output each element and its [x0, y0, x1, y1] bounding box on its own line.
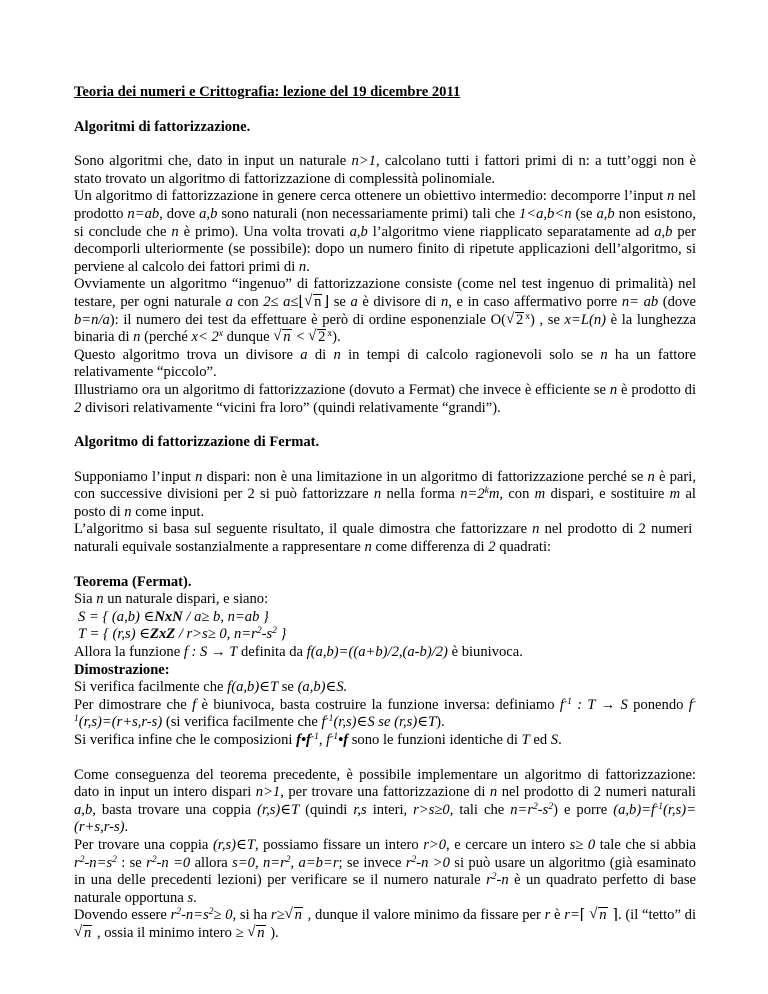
paragraph-consequence: Come conseguenza del teorema precedente, è possibile implementare un algoritmo di fattorizzazione: dato in input un intero dispari n>1, per trovare una fattorizzazione di n nel prodotto di 2 numeri naturali a,b, basta trovare una coppia (r,s)∈T (quindi r,s interi, r>s≥0, tali che $n=r^2-s^2$) e porre $(a,b)=f^{-1}(r,s)=(r+s,r-s)$. — [74, 766, 696, 836]
proof-line-2: Per dimostrare che f è biunivoca, basta costruire la funzione inversa: definiamo $f^{-1}$ : T → S ponendo $f^{-1}(r,s)=(r+s,r-s)$ (si verifica facilmente che $f^{-1}(r,s)\in S$ se (r,s)∈T). — [74, 696, 696, 731]
page-title: Teoria dei numeri e Crittografia: lezione del 19 dicembre 2011 — [74, 84, 461, 100]
section-heading-factorization: Algoritmi di fattorizzazione. — [74, 118, 251, 135]
proof-line-1: Si verifica facilmente che f(a,b)∈T se (a,b)∈S. — [74, 679, 348, 696]
document-page — [74, 84, 696, 943]
section-heading-fermat: Algoritmo di fattorizzazione di Fermat. — [74, 434, 320, 451]
paragraph-fermat-intro: Illustriamo ora un algoritmo di fattorizzazione (dovuto a Fermat) che invece è efficiente se n è prodotto di 2 divisori relativamente “vicini fra loro” (quindi relativamente “grandi”). — [74, 381, 696, 416]
paragraph-minimum-r: Dovendo essere $r^2-n=s^2\ge 0$, si ha r≥√ n , dunque il valore minimo da fissare per r è r=⌈ √ n ⌉. (il “tetto” di √ n , ossia il minimo intero ≥ √ n ). — [74, 907, 696, 942]
theorem-statement: Allora la funzione f : S → T definita da f(a,b)=((a+b)/2,(a-b)/2) è biunivoca. — [74, 644, 523, 661]
paragraph-intro: Sono algoritmi che, dato in input un naturale n>1, calcolano tutti i fattori primi di n: a tutt’oggi non è stato trovato un algoritmo di fattorizzazione di complessità polinomiale. — [74, 153, 696, 187]
proof-title: Dimostrazione: — [74, 661, 170, 678]
proof-line-3: Si verifica infine che le composizioni $f•f^{-1}$, $f^{-1}•f$ sono le funzioni identiche di T ed S. — [74, 732, 562, 748]
theorem-set-t: T = { (r,s) ∈ZxZ / r>s≥ 0, $n=r^2-s^2$ } — [78, 626, 287, 643]
theorem-line-1: Sia n un naturale dispari, e siano: — [74, 591, 269, 608]
theorem-set-s: S = { (a,b) ∈NxN / a≥ b, n=ab } — [78, 608, 269, 625]
paragraph-intermediate-goal: Un algoritmo di fattorizzazione in genere cerca ottenere un obiettivo intermedio: decomporre l’input n nel prodotto n=ab, dove a,b sono naturali (non necessariamente primi) tali che 1<a,b<n (se a,b non esistono, si conclude che n è primo). Una volta trovati a,b l’algoritmo viene riapplicato separatamente ad a,b per decomporli ulteriormente (se possibile): dopo un numero finito di ripetute applicazioni dell’algoritmo, si perviene al calcolo dei fattori primi di n. — [74, 188, 696, 275]
theorem-title: Teorema (Fermat). — [74, 573, 192, 590]
paragraph-squares-difference: L’algoritmo si basa sul seguente risultato, il quale dimostra che fattorizzare n nel prodotto di 2 numeri naturali equivale sostanzialmente a rappresentare n come differenza di 2 quadrati: — [74, 521, 696, 556]
paragraph-small-factor: Questo algoritmo trova un divisore a di n in tempi di calcolo ragionevoli solo se n ha un fattore relativamente “piccolo”. — [74, 346, 696, 381]
paragraph-odd-input: Supponiamo l’input n dispari: non è una limitazione in un algoritmo di fattorizzazione perché se n è pari, con successive divisioni per 2 si può fattorizzare n nella forma $n=2^km$, con m dispari, e sostituire m al posto di n come input. — [74, 468, 696, 520]
paragraph-naive-algorithm: Ovviamente un algoritmo “ingenuo” di fattorizzazione consiste (come nel test ingenuo di primalità) nel testare, per ogni naturale a con 2≤ a≤⌊√ n ⌋ se a è divisore di n, e in caso affermativo porre n= ab (dove b=n/a): il numero dei test da effettuare è però di ordine esponenziale O(√ 2 $^x$) , se x=L(n) è la lunghezza binaria di n (perché $x< 2^x$ dunque √ n < √ 2 $^x$). — [74, 276, 696, 346]
paragraph-find-pair: Per trovare una coppia (r,s)∈T, possiamo fissare un intero r>0, e cercare un intero s≥ 0 tale che si abbia $r^2-n=s^2$ : se $r^2-n =0$ allora s=0, $n=r^2$, a=b=r; se invece $r^2-n >0$ si può usare un algoritmo (già esaminato in una delle precedenti lezioni) per verificare se il numero naturale $r^2-n$ è un quadrato perfetto di base naturale opportuna s. — [74, 836, 697, 906]
